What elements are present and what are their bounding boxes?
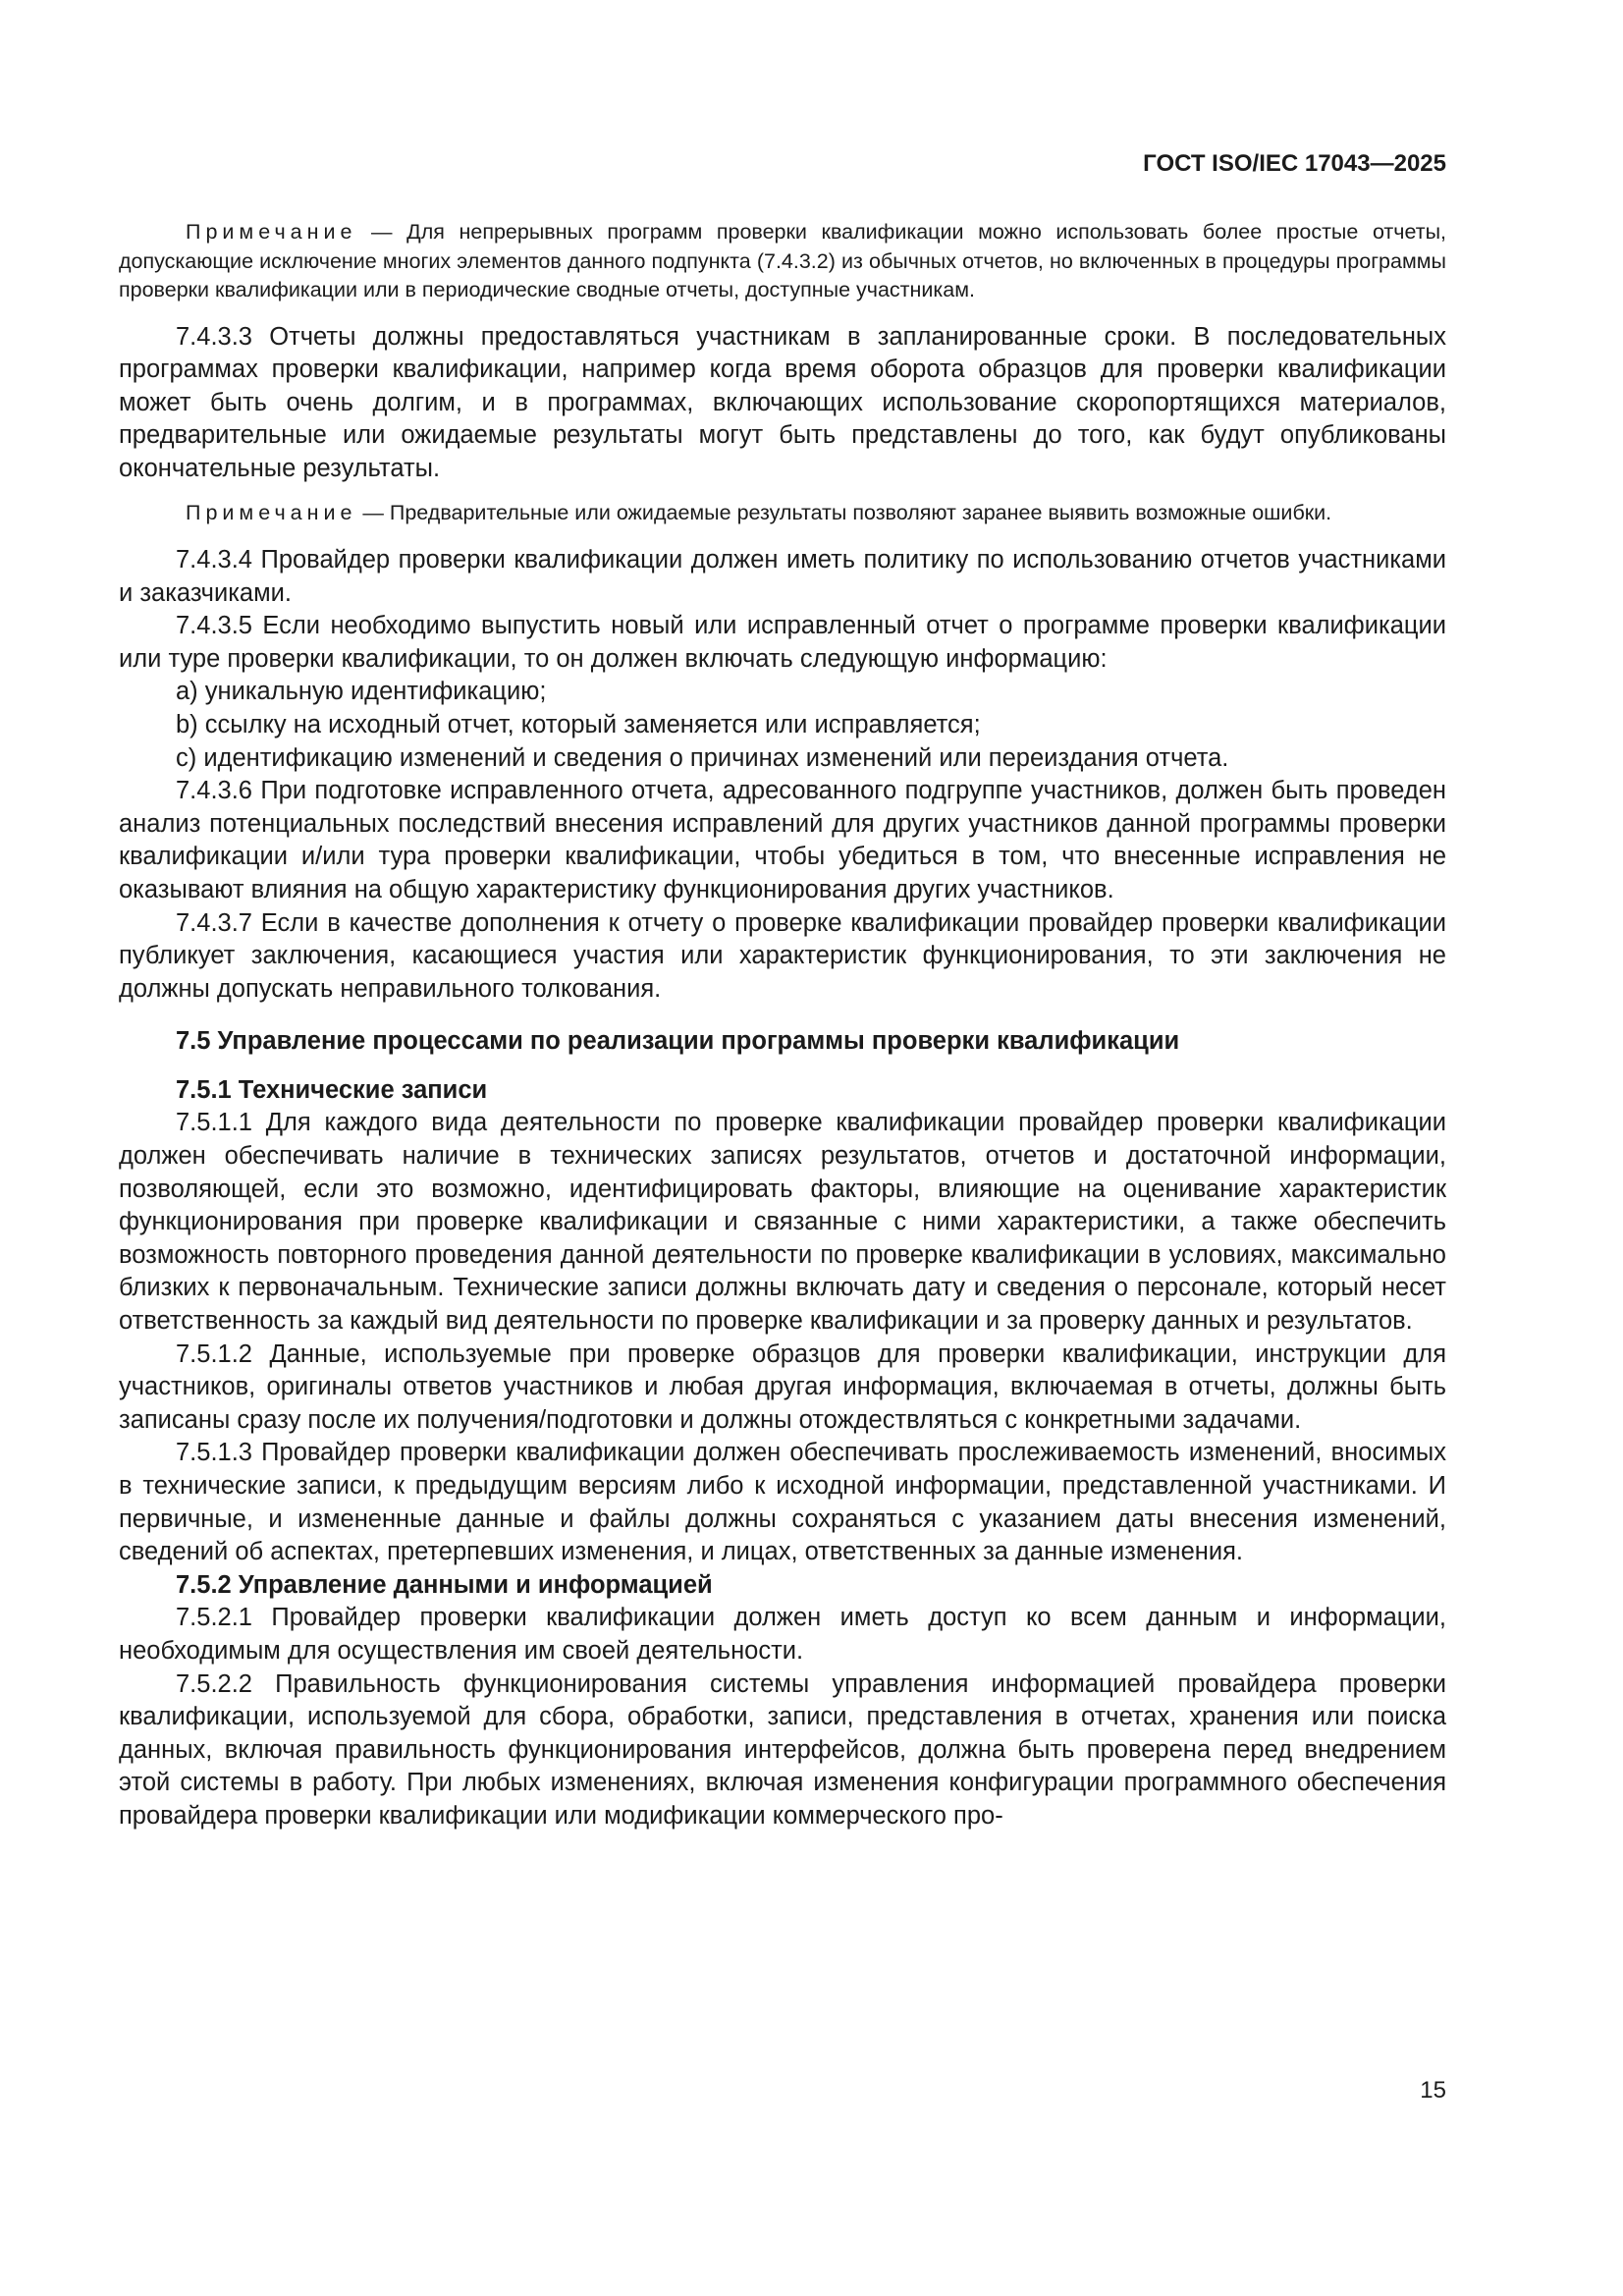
note-paragraph [119,499,1446,528]
note-text: — Для непрерывных программ проверки квалификации можно использовать более простые отчеты, допускающие исключение многих элементов данного подпункта (7.4.3.2) из обычных отчетов, но включенных в процедуры программы проверки квалификации или в периодические сводные отчеты, доступные участникам. [119,220,1446,301]
paragraph-7-5-1-2: 7.5.1.2 Данные, используемые при проверке образцов для проверки квалификации, инструкции для участников, оригиналы ответов участников и любая другая информация, включаемая в отчеты, должны быть записаны сразу после их получения/подготовки и должны отождествляться с конкретными задачами. [119,1339,1446,1434]
note-text: — Предварительные или ожидаемые результаты позволяют заранее выявить возможные ошибки. [356,501,1332,525]
list-item-b: b) ссылку на исходный отчет, который заменяется или исправляется; [176,710,981,738]
paragraph-7-5-1-3: 7.5.1.3 Провайдер проверки квалификации должен обеспечивать прослеживаемость изменений, вносимых в технические записи, к предыдущим версиям либо к исходной информации, представленной участниками. И первичные, и измененные данные и файлы должны сохраняться с указанием даты внесения изменений, сведений об аспектах, претерпевших изменения, и лицах, ответственных за данные изменения. [119,1439,1446,1566]
paragraph-7-4-3-3: 7.4.3.3 Отчеты должны предоставляться участникам в запланированные сроки. В последовательных программах проверки квалификации, например когда время оборота образцов для проверки квалификации может быть очень долгим, и в программах, включающих использование скоропортящихся материалов, предварительные или ожидаемые результаты могут быть представлены до того, как будут опубликованы окончательные результаты. [119,322,1446,482]
document-code-header: ГОСТ ISO/IEC 17043—2025 [1143,150,1446,177]
paragraph-7-5-2-1: 7.5.2.1 Провайдер проверки квалификации должен иметь доступ ко всем данным и информации, необходимым для осуществления им своей деятельности. [119,1604,1446,1665]
page-number: 15 [1420,2077,1446,2104]
paragraph-7-4-3-7: 7.4.3.7 Если в качестве дополнения к отчету о проверке квалификации провайдер проверки квалификации публикует заключения, касающиеся участия или характеристик функционирования, то эти заключения не должны допускать неправильного толкования. [119,908,1446,1003]
list-item-c: c) идентификацию изменений и сведения о причинах изменений или переиздания отчета. [176,743,1229,772]
document-body [119,218,1446,1833]
subsection-heading-7-5-2: 7.5.2 Управление данными и информацией [176,1570,713,1599]
note-paragraph [119,218,1446,305]
section-heading-7-5: 7.5 Управление процессами по реализации программы проверки квалификации [176,1027,1180,1056]
paragraph-7-4-3-4: 7.4.3.4 Провайдер проверки квалификации должен иметь политику по использованию отчетов участниками и заказчиками. [119,545,1446,607]
paragraph-7-5-1-1: 7.5.1.1 Для каждого вида деятельности по проверке квалификации провайдер проверки квалификации должен обеспечивать наличие в технических записях результатов, отчетов и достаточной информации, позволяющей, если это возможно, идентифицировать факторы, влияющие на оценивание характеристик функционирования при проверке квалификации и связанные с ними характеристики, а также обеспечить возможность повторного проведения данной деятельности по проверке квалификации в условиях, максимально близких к первоначальным. Технические записи должны включать дату и сведения о персонале, который несет ответственность за каждый вид деятельности по проверке квалификации и за проверку данных и результатов. [119,1109,1446,1336]
paragraph-7-4-3-5: 7.4.3.5 Если необходимо выпустить новый или исправленный отчет о программе проверки квалификации или туре проверки квалификации, то он должен включать следующую информацию: [119,612,1446,673]
paragraph-7-5-2-2: 7.5.2.2 Правильность функционирования системы управления информацией провайдера проверки квалификации, используемой для сбора, обработки, записи, представления в отчетах, хранения или поиска данных, включая правильность функционирования интерфейсов, должна быть проверена перед внедрением этой системы в работу. При любых изменениях, включая изменения конфигурации программного обеспечения провайдера проверки квалификации или модификации коммерческого про- [119,1669,1446,1830]
paragraph-7-4-3-6: 7.4.3.6 При подготовке исправленного отчета, адресованного подгруппе участников, должен быть проведен анализ потенциальных последствий внесения исправлений для других участников данной программы проверки квалификации и/или тура проверки квалификации, чтобы убедиться в том, что внесенные исправления не оказывают влияния на общую характеристику функционирования других участников. [119,777,1446,903]
note-label: Примечание [186,220,357,244]
list-item-a: a) уникальную идентификацию; [176,678,547,706]
note-label: Примечание [186,501,357,525]
subsection-heading-7-5-1: 7.5.1 Технические записи [176,1075,488,1104]
